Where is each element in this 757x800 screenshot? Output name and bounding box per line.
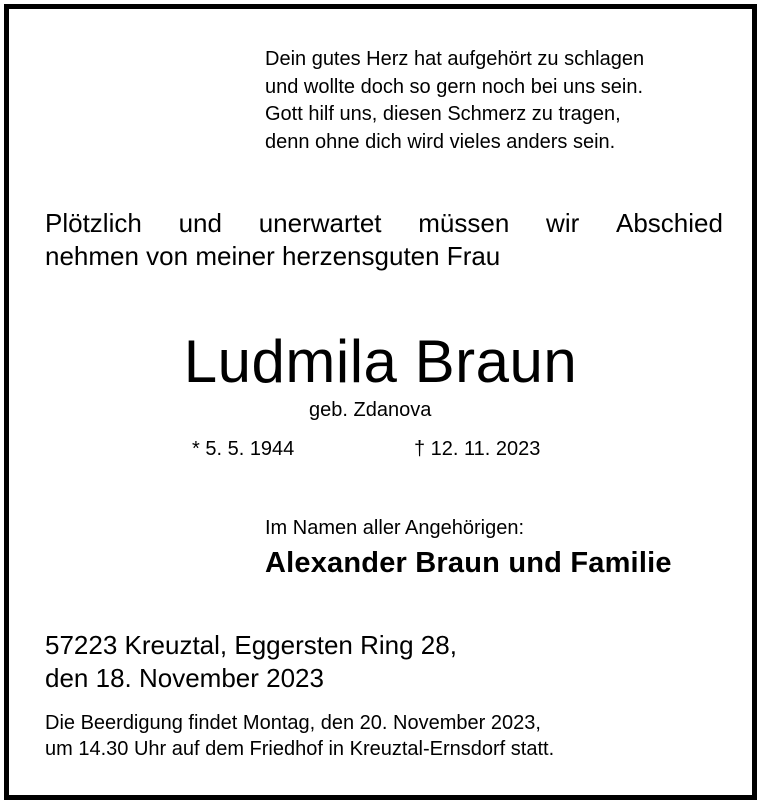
announcement-word: und — [178, 208, 222, 238]
birth-date: * 5. 5. 1944 — [192, 438, 295, 460]
obituary-notice — [4, 4, 757, 800]
funeral-line: um 14.30 Uhr auf dem Friedhof in Kreuztal-Ernsdorf statt. — [45, 738, 555, 760]
announcement-word: müssen — [418, 208, 510, 238]
address-block — [45, 629, 457, 695]
announcement-word: wir — [546, 208, 580, 238]
funeral-info — [45, 710, 554, 762]
announcement-word: unerwartet — [258, 208, 382, 238]
signature-intro: Im Namen aller Angehörigen: — [265, 517, 525, 539]
poem-line: Dein gutes Herz hat aufgehört zu schlagen — [265, 48, 645, 70]
announcement-word: Abschied — [616, 208, 723, 238]
poem-line: Gott hilf uns, diesen Schmerz zu tragen, — [265, 103, 621, 125]
date-line: den 18. November 2023 — [45, 663, 324, 693]
maiden-name: geb. Zdanova — [309, 399, 432, 421]
signature-family: Alexander Braun und Familie — [265, 547, 672, 579]
poem-line: und wollte doch so gern noch bei uns sein. — [265, 75, 644, 98]
announcement-text — [45, 207, 723, 273]
address-line: 57223 Kreuztal, Eggersten Ring 28, — [45, 630, 457, 660]
announcement-line-2: nehmen von meiner herzensguten Frau — [45, 241, 501, 271]
poem-line: denn ohne dich wird vieles anders sein. — [265, 130, 616, 153]
announcement-line-1 — [45, 207, 723, 240]
funeral-line: Die Beerdigung findet Montag, den 20. November 2023, — [45, 712, 541, 734]
poem — [265, 46, 644, 156]
deceased-name: Ludmila Braun — [183, 328, 578, 395]
announcement-word: Plötzlich — [45, 208, 142, 238]
death-date: † 12. 11. 2023 — [414, 438, 541, 460]
